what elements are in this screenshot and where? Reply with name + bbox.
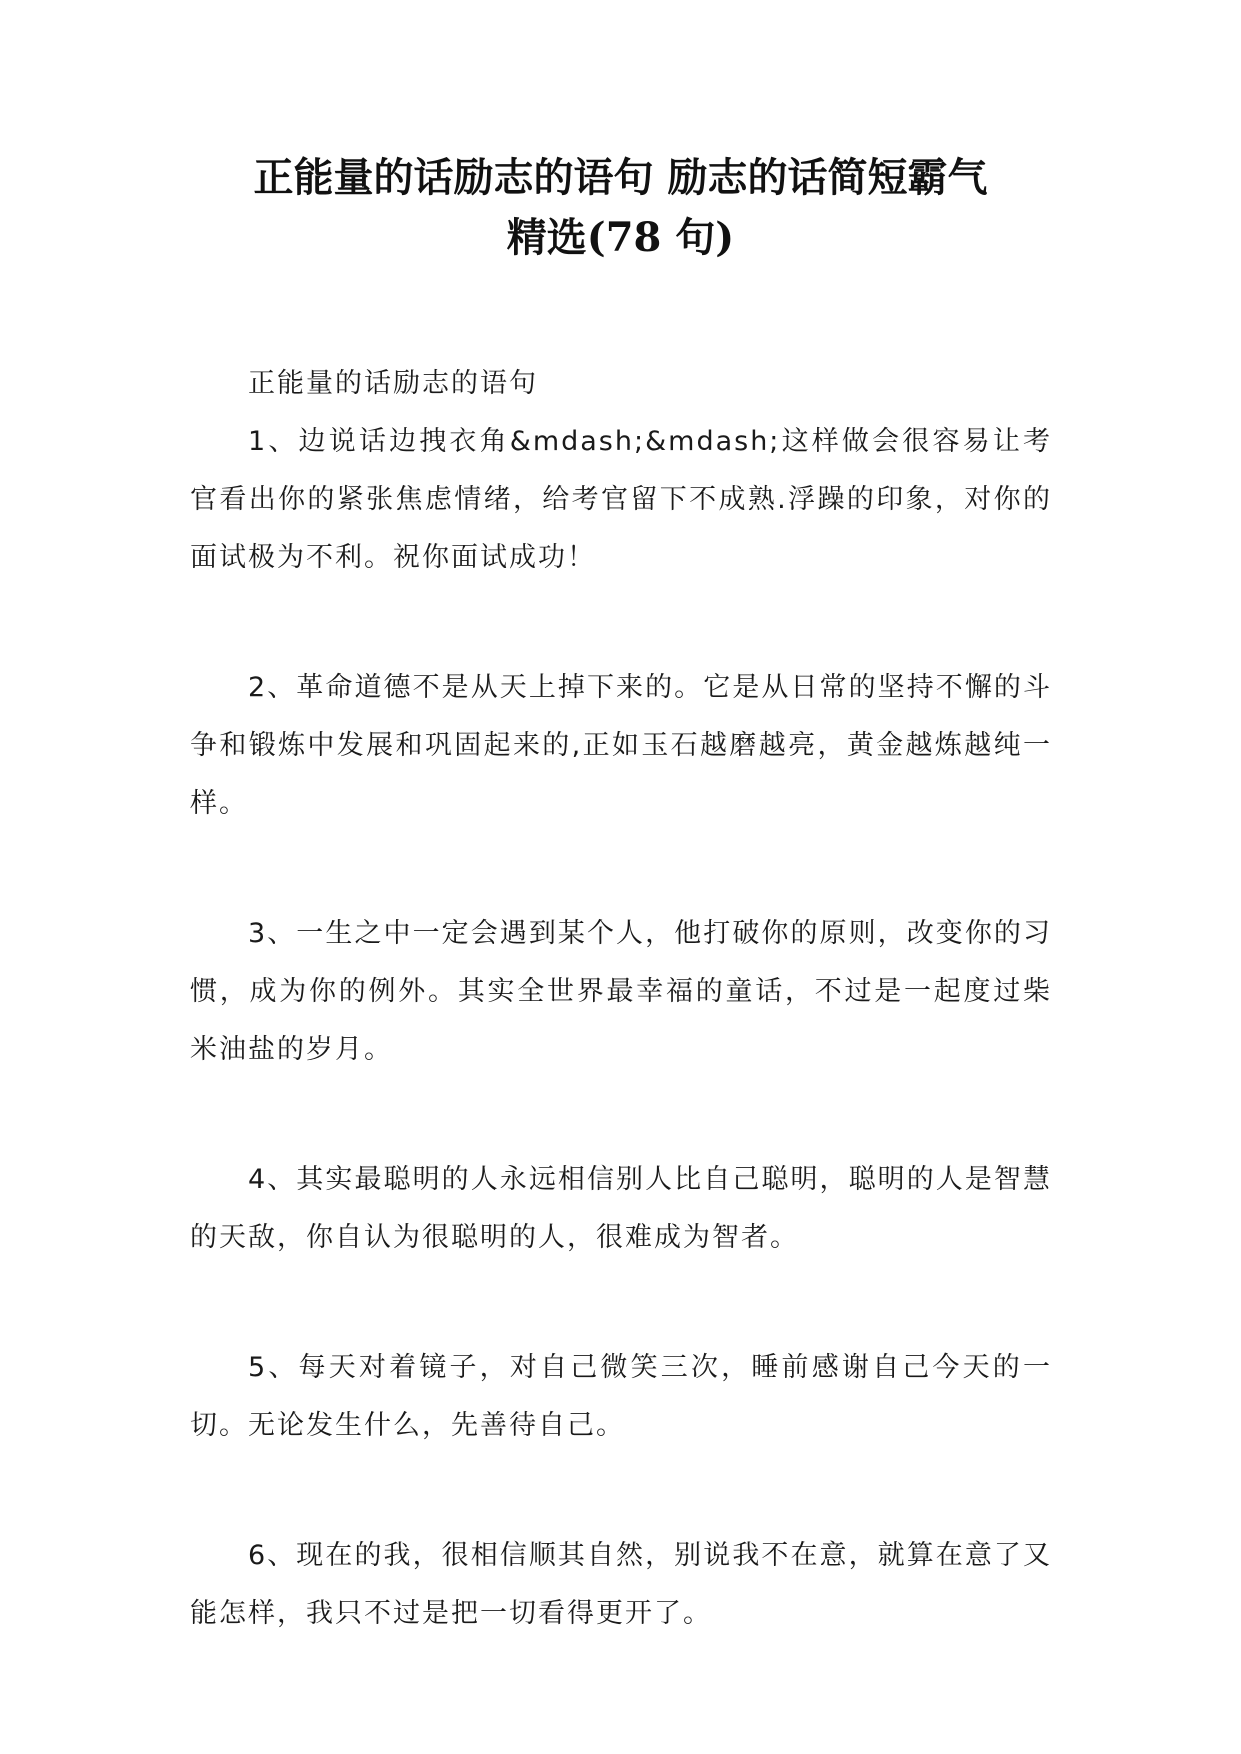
title-line-2: 精选(78 句) <box>506 214 735 261</box>
paragraph-1: 1、边说话边拽衣角&mdash;&mdash;这样做会很容易让考官看出你的紧张焦虑情绪，给考官留下不成熟.浮躁的印象，对你的面试极为不利。祝你面试成功！ <box>190 426 1052 573</box>
paragraph-3: 3、一生之中一定会遇到某个人，他打破你的原则，改变你的习惯，成为你的例外。其实全世界最幸福的童话，不过是一起度过柴米油盐的岁月。 <box>190 918 1052 1065</box>
paragraph-2: 2、革命道德不是从天上掉下来的。它是从日常的坚持不懈的斗争和锻炼中发展和巩固起来的,正如玉石越磨越亮，黄金越炼越纯一样。 <box>190 672 1052 819</box>
document-body <box>190 355 1052 1643</box>
paragraph-4: 4、其实最聪明的人永远相信别人比自己聪明，聪明的人是智慧的天敌，你自认为很聪明的人，很难成为智者。 <box>190 1164 1052 1253</box>
paragraph-6: 6、现在的我，很相信顺其自然，别说我不在意，就算在意了又能怎样，我只不过是把一切看得更开了。 <box>190 1540 1052 1629</box>
section-heading: 正能量的话励志的语句 <box>248 368 538 399</box>
paragraph-5: 5、每天对着镜子，对自己微笑三次，睡前感谢自己今天的一切。无论发生什么，先善待自己。 <box>190 1352 1052 1441</box>
title-line-1: 正能量的话励志的语句 励志的话简短霸气 <box>253 154 988 201</box>
document-title <box>150 148 1091 268</box>
